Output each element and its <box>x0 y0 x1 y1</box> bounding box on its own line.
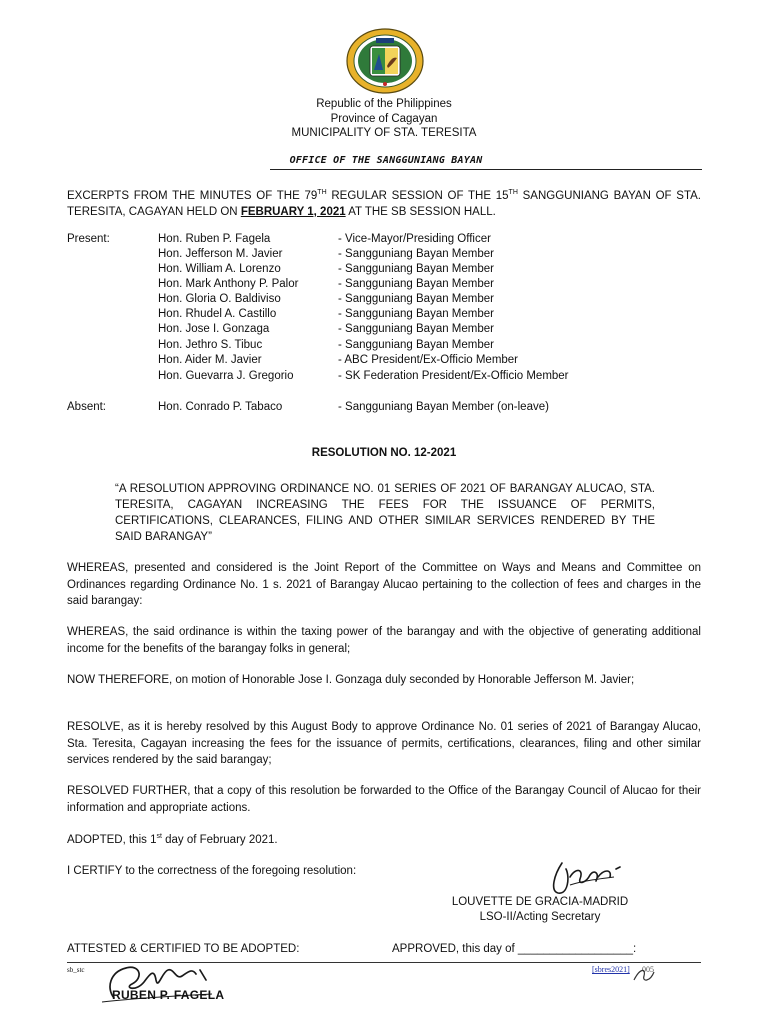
initial-mark <box>630 964 660 986</box>
adopted-line: ADOPTED, this 1st day of February 2021. <box>67 833 278 846</box>
attendee-name: Hon. William A. Lorenzo <box>158 263 281 275</box>
letterhead <box>0 97 768 141</box>
attendee-role: - SK Federation President/Ex-Officio Member <box>338 370 569 382</box>
resolved-further-paragraph: RESOLVED FURTHER, that a copy of this resolution be forwarded to the Office of the Barangay Council of Alucao for their information and appropriate actions. <box>67 785 701 814</box>
whereas-paragraph-2: WHEREAS, the said ordinance is within the taxing power of the barangay and with the objective of generating additional income for the benefits of the barangay folks in general; <box>67 626 701 655</box>
secretary-name: LOUVETTE DE GRACIA-MADRID <box>451 896 629 908</box>
session-date: FEBRUARY 1, 2021 <box>240 205 346 218</box>
header-divider <box>270 169 702 170</box>
absent-label: Absent: <box>67 401 106 413</box>
attendee-name: Hon. Jose I. Gonzaga <box>158 323 270 335</box>
attendee-role: - Sangguniang Bayan Member <box>338 263 494 275</box>
attendee-role: - Sangguniang Bayan Member <box>338 323 494 335</box>
attendee-role: - Sangguniang Bayan Member <box>338 308 494 320</box>
absentee-role: - Sangguniang Bayan Member (on-leave) <box>338 401 549 413</box>
municipal-seal-logo <box>346 28 424 94</box>
resolve-paragraph: RESOLVE, as it is hereby resolved by this August Body to approve Ordinance No. 01 series of 2021 of Barangay Alucao, Sta. Teresita, Cagayan increasing the fees for the issuance of permits, certifications, clearances, filing and other similar services rendered by the said barangay; <box>67 721 701 766</box>
certify-line: I CERTIFY to the correctness of the foregoing resolution: <box>67 865 357 877</box>
attendee-role: - Sangguniang Bayan Member <box>338 339 494 351</box>
footer-right-code: [sbres2021] <box>592 965 630 974</box>
attendee-name: Hon. Jethro S. Tibuc <box>158 339 263 351</box>
attendee-role: - ABC President/Ex-Officio Member <box>338 354 519 366</box>
present-label: Present: <box>67 233 110 245</box>
attendee-role: - Sangguniang Bayan Member <box>338 278 494 290</box>
attendee-role: - Vice-Mayor/Presiding Officer <box>338 233 491 245</box>
attendee-name: Hon. Gloria O. Baldiviso <box>158 293 281 305</box>
attendee-name: Hon. Guevarra J. Gregorio <box>158 370 294 382</box>
attendee-name: Hon. Mark Anthony P. Palor <box>158 278 299 290</box>
attendee-name: Hon. Aider M. Javier <box>158 354 262 366</box>
excerpt-paragraph: EXCERPTS FROM THE MINUTES OF THE 79TH REGULAR SESSION OF THE 15TH SANGGUNIANG BAYAN OF STA. TERESITA, CAGAYAN HELD ON FEBRUARY 1, 2021 AT THE SB SESSION HALL. <box>67 189 702 218</box>
now-therefore-paragraph: NOW THEREFORE, on motion of Honorable Jose I. Gonzaga duly seconded by Honorable Jefferson M. Javier; <box>67 674 635 686</box>
footer-left-code: sb_stc <box>67 966 85 974</box>
attendee-role: - Sangguniang Bayan Member <box>338 293 494 305</box>
attest-line: ATTESTED & CERTIFIED TO BE ADOPTED: <box>67 943 300 955</box>
footer-page-mark: 005 <box>642 965 654 974</box>
municipality-line: MUNICIPALITY OF STA. TERESITA <box>291 127 477 139</box>
attendee-name: Hon. Jefferson M. Javier <box>158 248 283 260</box>
secretary-block <box>440 895 640 925</box>
province-line: Province of Cagayan <box>330 112 438 125</box>
secretary-signature <box>540 855 640 900</box>
resolution-title: RESOLUTION NO. 12-2021 <box>311 447 457 459</box>
whereas-paragraph-1: WHEREAS, presented and considered is the Joint Report of the Committee on Ways and Means and Committee on Ordinances regarding Ordinance No. 1 s. 2021 of Barangay Alucao pertaining to the collection of fees and charges in the said barangay: <box>67 562 701 607</box>
attendee-name: Hon. Rhudel A. Castillo <box>158 308 277 320</box>
approved-line: APPROVED, this day of __________________: <box>392 943 637 955</box>
presiding-officer-name: RUBEN P. FAGELA <box>112 988 225 1002</box>
attendee-role: - Sangguniang Bayan Member <box>338 248 494 260</box>
attendee-name: Hon. Ruben P. Fagela <box>158 233 271 245</box>
republic-line: Republic of the Philippines <box>316 98 452 110</box>
resolution-subject: “A RESOLUTION APPROVING ORDINANCE NO. 01 SERIES OF 2021 OF BARANGAY ALUCAO, STA. TERESITA, CAGAYAN INCREASING THE FEES FOR THE ISSUANCE OF PERMITS, CERTIFICATIONS, CLEARANCES, FILING AND OTHER SIMILAR SERVICES RENDERED BY THE SAID BARANGAY” <box>115 483 655 543</box>
office-title: OFFICE OF THE SANGGUNIANG BAYAN <box>289 155 483 166</box>
secretary-title: LSO-II/Acting Secretary <box>479 911 601 923</box>
absentee-name: Hon. Conrado P. Tabaco <box>158 401 283 413</box>
